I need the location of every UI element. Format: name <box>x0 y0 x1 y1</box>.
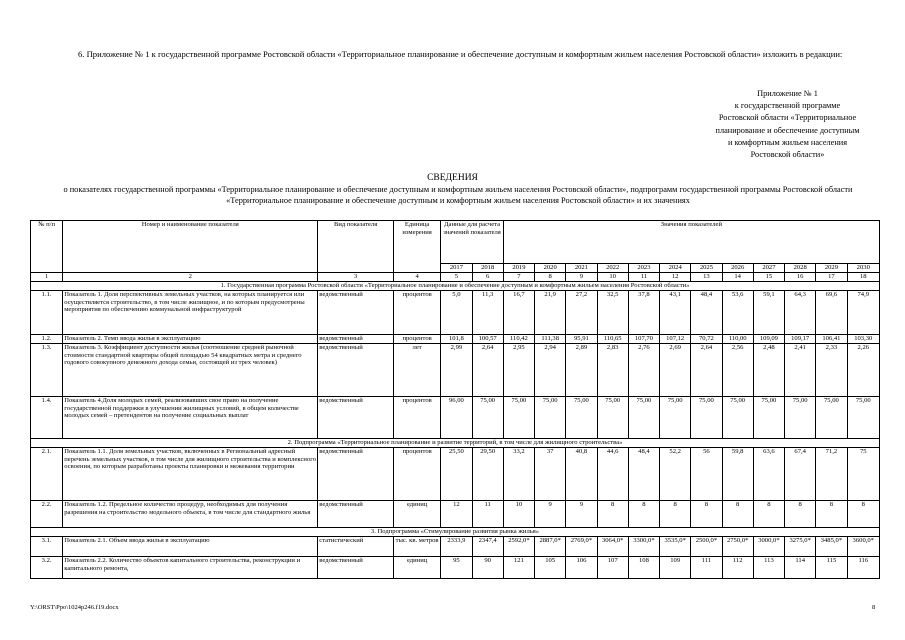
value-cell: 21,9 <box>535 291 566 335</box>
value-cell: 121 <box>503 557 534 579</box>
table-row <box>31 501 880 528</box>
value-cell: 40,8 <box>566 448 597 501</box>
year-header: 2017 <box>441 264 472 273</box>
value-cell: 113 <box>753 557 784 579</box>
column-number: 12 <box>660 273 691 282</box>
indicator-kind: ведомственный <box>318 501 394 528</box>
row-number: 2.1. <box>31 448 63 501</box>
value-cell: 109,17 <box>785 335 816 344</box>
year-header: 2019 <box>503 264 534 273</box>
indicator-name: Показатель 2.1. Объем ввода жилья в эксплуатацию <box>63 537 318 557</box>
value-cell: 3000,0* <box>753 537 784 557</box>
appendix-header <box>680 88 895 161</box>
year-header: 2026 <box>722 264 753 273</box>
column-number: 4 <box>393 273 440 282</box>
value-cell: 8 <box>785 501 816 528</box>
value-cell: 8 <box>753 501 784 528</box>
value-cell: 110,42 <box>503 335 534 344</box>
year-header: 2027 <box>753 264 784 273</box>
value-cell: 2,69 <box>660 344 691 397</box>
value-cell: 75,00 <box>816 397 847 439</box>
table-row <box>31 335 880 344</box>
value-cell: 69,6 <box>816 291 847 335</box>
value-cell: 3064,0* <box>597 537 628 557</box>
value-cell: 109,09 <box>753 335 784 344</box>
value-cell: 2,94 <box>535 344 566 397</box>
value-cell: 105 <box>535 557 566 579</box>
value-cell: 115 <box>816 557 847 579</box>
indicator-kind: ведомственный <box>318 291 394 335</box>
document-subtitle: о показателях государственной программы «Территориальное планирование и обеспечение доступным и комфортным жильем населения Ростовской области», подпрограмм государственной программы Ростовской области «Территориальное планирование и обеспечение доступным и комфортным жильем населения Ростовской области» и их значениях <box>63 185 853 205</box>
column-number: 18 <box>847 273 879 282</box>
indicator-name: Показатель 1.2. Предельное количество процедур, необходимых для получения разрешения на строительство модельного объекта, в том числе для стандартного жилья <box>63 501 318 528</box>
value-cell: 2347,4 <box>472 537 503 557</box>
value-cell: 8 <box>847 501 879 528</box>
value-cell: 64,3 <box>785 291 816 335</box>
value-cell: 2,64 <box>472 344 503 397</box>
value-cell: 8 <box>691 501 722 528</box>
section-row <box>31 528 880 537</box>
value-cell: 8 <box>816 501 847 528</box>
value-cell: 2,56 <box>722 344 753 397</box>
value-cell: 2750,0* <box>722 537 753 557</box>
value-cell: 2500,0* <box>691 537 722 557</box>
row-number: 1.3. <box>31 344 63 397</box>
value-cell: 111,38 <box>535 335 566 344</box>
value-cell: 101,8 <box>441 335 472 344</box>
value-cell: 2,33 <box>816 344 847 397</box>
value-cell: 112 <box>722 557 753 579</box>
value-cell: 53,6 <box>722 291 753 335</box>
indicator-unit: процентов <box>393 335 440 344</box>
table-row <box>31 448 880 501</box>
indicator-kind: ведомственный <box>318 335 394 344</box>
value-cell: 2769,0* <box>566 537 597 557</box>
value-cell: 27,2 <box>566 291 597 335</box>
year-header: 2030 <box>847 264 879 273</box>
indicator-name: Показатель 4.Доля молодых семей, реализовавших свое право на получение государственной поддержки в улучшении жилищных условий, в общем количестве молодых семей – претендентов на получение социальных выплат <box>63 397 318 439</box>
indicator-name: Показатель 2.2. Количество объектов капитального строительства, реконструкции и капитального ремонта, <box>63 557 318 579</box>
value-cell: 3535,0* <box>660 537 691 557</box>
value-cell: 96,00 <box>441 397 472 439</box>
value-cell: 3275,0* <box>785 537 816 557</box>
value-cell: 75,00 <box>472 397 503 439</box>
value-cell: 2,76 <box>628 344 659 397</box>
header-base-data: Данные для расчета значений показателя <box>441 221 504 264</box>
value-cell: 56 <box>691 448 722 501</box>
intro-paragraph: 6. Приложение № 1 к государственной программе Ростовской области «Территориальное планирование и обеспечение доступным и комфортным жильем населения Ростовской области» изложить в редакции: <box>78 49 843 59</box>
column-number: 3 <box>318 273 394 282</box>
value-cell: 11,3 <box>472 291 503 335</box>
value-cell: 108 <box>628 557 659 579</box>
column-number: 2 <box>63 273 318 282</box>
value-cell: 75,00 <box>691 397 722 439</box>
document-title: СВЕДЕНИЯ <box>427 173 478 183</box>
appendix-line: Приложение № 1 <box>757 89 818 98</box>
table-row <box>31 344 880 397</box>
value-cell: 71,2 <box>816 448 847 501</box>
value-cell: 2887,0* <box>535 537 566 557</box>
value-cell: 9 <box>535 501 566 528</box>
table-row <box>31 557 880 579</box>
header-num: № п/п <box>31 221 63 273</box>
row-number: 1.1. <box>31 291 63 335</box>
indicator-name: Показатель 3. Коэффициент доступности жилья (соотношение средней рыночной стоимости стандартной квартиры общей площадью 54 квадратных метра и среднего годового совокупного денежного дохода семьи, состоящей из трех человек) <box>63 344 318 397</box>
value-cell: 114 <box>785 557 816 579</box>
column-number: 10 <box>597 273 628 282</box>
section-row <box>31 439 880 448</box>
table-row <box>31 397 880 439</box>
year-header: 2028 <box>785 264 816 273</box>
value-cell: 2,41 <box>785 344 816 397</box>
value-cell: 75,00 <box>503 397 534 439</box>
column-number: 14 <box>722 273 753 282</box>
column-number: 5 <box>441 273 472 282</box>
value-cell: 2333,9 <box>441 537 472 557</box>
value-cell: 70,72 <box>691 335 722 344</box>
header-unit: Единица измерения <box>393 221 440 273</box>
value-cell: 75,00 <box>753 397 784 439</box>
value-cell: 2,83 <box>597 344 628 397</box>
row-number: 2.2. <box>31 501 63 528</box>
value-cell: 3485,0* <box>816 537 847 557</box>
row-number: 1.2. <box>31 335 63 344</box>
value-cell: 107,12 <box>660 335 691 344</box>
value-cell: 2,95 <box>503 344 534 397</box>
value-cell: 37,8 <box>628 291 659 335</box>
value-cell: 43,1 <box>660 291 691 335</box>
value-cell: 33,2 <box>503 448 534 501</box>
header-name: Номер и наименование показателя <box>63 221 318 273</box>
value-cell: 16,7 <box>503 291 534 335</box>
value-cell: 103,30 <box>847 335 879 344</box>
value-cell: 67,4 <box>785 448 816 501</box>
appendix-line: Ростовской области «Территориальное <box>718 113 857 123</box>
indicator-name: Показатель 1. Доля перспективных земельных участков, на которых планируется или осуществляется строительство, в том числе жилищное, и по которым предусмотрены мероприятия по обеспечению коммунальной инфраструктурой <box>63 291 318 335</box>
value-cell: 10 <box>503 501 534 528</box>
indicator-unit: тыс. кв. метров <box>393 537 440 557</box>
value-cell: 2,64 <box>691 344 722 397</box>
value-cell: 11 <box>472 501 503 528</box>
value-cell: 48,4 <box>691 291 722 335</box>
indicator-unit: процентов <box>393 291 440 335</box>
value-cell: 109 <box>660 557 691 579</box>
indicators-table <box>30 220 880 579</box>
value-cell: 2592,0* <box>503 537 534 557</box>
indicator-kind: ведомственный <box>318 557 394 579</box>
column-number: 9 <box>566 273 597 282</box>
value-cell: 5,0 <box>441 291 472 335</box>
value-cell: 75,00 <box>660 397 691 439</box>
header-values: Значения показателей <box>503 221 879 264</box>
value-cell: 107,70 <box>628 335 659 344</box>
year-header: 2023 <box>628 264 659 273</box>
value-cell: 75 <box>847 448 879 501</box>
indicator-kind: ведомственный <box>318 397 394 439</box>
year-header: 2022 <box>597 264 628 273</box>
section-title: 3. Подпрограмма «Стимулирование развития рынка жилья» <box>31 528 880 537</box>
indicator-kind: статистический <box>318 537 394 557</box>
row-number: 3.1. <box>31 537 63 557</box>
value-cell: 59,1 <box>753 291 784 335</box>
section-title: 2. Подпрограмма «Территориальное планирование и развитие территорий, в том числе для жилищного строительства» <box>31 439 880 448</box>
column-number: 6 <box>472 273 503 282</box>
appendix-line: к государственной программе <box>734 101 841 111</box>
value-cell: 2,89 <box>566 344 597 397</box>
value-cell: 75,00 <box>785 397 816 439</box>
indicator-unit: процентов <box>393 448 440 501</box>
row-number: 3.2. <box>31 557 63 579</box>
value-cell: 59,8 <box>722 448 753 501</box>
value-cell: 44,6 <box>597 448 628 501</box>
footer-file-path: Y:\ORST\Ppo\1024p246.f19.docx <box>30 604 119 611</box>
year-header: 2024 <box>660 264 691 273</box>
value-cell: 3600,0* <box>847 537 879 557</box>
value-cell: 75,00 <box>722 397 753 439</box>
value-cell: 9 <box>566 501 597 528</box>
table-row <box>31 537 880 557</box>
value-cell: 75,00 <box>566 397 597 439</box>
value-cell: 110,65 <box>597 335 628 344</box>
year-header: 2029 <box>816 264 847 273</box>
year-header: 2018 <box>472 264 503 273</box>
value-cell: 48,4 <box>628 448 659 501</box>
year-header: 2020 <box>535 264 566 273</box>
value-cell: 52,2 <box>660 448 691 501</box>
appendix-line: Ростовской области» <box>750 150 825 160</box>
section-title: 1. Государственная программа Ростовской области «Территориальное планирование и обеспечение доступным и комфортным жильем населения Ростовской области» <box>31 282 880 291</box>
column-number: 8 <box>535 273 566 282</box>
value-cell: 107 <box>597 557 628 579</box>
value-cell: 2,99 <box>441 344 472 397</box>
value-cell: 29,50 <box>472 448 503 501</box>
header-kind: Вид показателя <box>318 221 394 273</box>
value-cell: 111 <box>691 557 722 579</box>
page-number: 8 <box>872 604 876 611</box>
indicator-unit: процентов <box>393 397 440 439</box>
value-cell: 2,26 <box>847 344 879 397</box>
table-row <box>31 291 880 335</box>
appendix-line: планирование и обеспечение доступным <box>715 125 860 135</box>
indicator-name: Показатель 2. Темп ввода жилья в эксплуатацию <box>63 335 318 344</box>
value-cell: 75,00 <box>535 397 566 439</box>
value-cell: 2,48 <box>753 344 784 397</box>
value-cell: 75,00 <box>597 397 628 439</box>
column-number: 1 <box>31 273 63 282</box>
value-cell: 95,91 <box>566 335 597 344</box>
column-number: 16 <box>785 273 816 282</box>
value-cell: 75,00 <box>847 397 879 439</box>
value-cell: 37 <box>535 448 566 501</box>
column-number: 11 <box>628 273 659 282</box>
value-cell: 106 <box>566 557 597 579</box>
appendix-line: и комфортным жильем населения <box>727 137 848 147</box>
year-header: 2021 <box>566 264 597 273</box>
year-header: 2025 <box>691 264 722 273</box>
value-cell: 3300,0* <box>628 537 659 557</box>
section-row <box>31 282 880 291</box>
value-cell: 75,00 <box>628 397 659 439</box>
indicator-unit: единиц <box>393 557 440 579</box>
value-cell: 8 <box>597 501 628 528</box>
value-cell: 63,6 <box>753 448 784 501</box>
column-numbers-row <box>31 273 880 282</box>
value-cell: 74,9 <box>847 291 879 335</box>
value-cell: 25,50 <box>441 448 472 501</box>
value-cell: 95 <box>441 557 472 579</box>
indicator-name: Показатель 1.1. Доля земельных участков, включенных в Региональный адресный перечень земельных участков, в том числе для жилищного строительства и комплексного освоения, по которым разработаны проекты планировки и межевания территории <box>63 448 318 501</box>
value-cell: 100,57 <box>472 335 503 344</box>
value-cell: 8 <box>722 501 753 528</box>
indicator-kind: ведомственный <box>318 448 394 501</box>
indicator-unit: единиц <box>393 501 440 528</box>
value-cell: 116 <box>847 557 879 579</box>
indicator-unit: лет <box>393 344 440 397</box>
value-cell: 32,5 <box>597 291 628 335</box>
column-number: 17 <box>816 273 847 282</box>
value-cell: 106,41 <box>816 335 847 344</box>
row-number: 1.4. <box>31 397 63 439</box>
value-cell: 8 <box>628 501 659 528</box>
indicator-kind: ведомственный <box>318 344 394 397</box>
column-number: 7 <box>503 273 534 282</box>
value-cell: 8 <box>660 501 691 528</box>
value-cell: 12 <box>441 501 472 528</box>
column-number: 13 <box>691 273 722 282</box>
column-number: 15 <box>753 273 784 282</box>
value-cell: 90 <box>472 557 503 579</box>
value-cell: 110,00 <box>722 335 753 344</box>
